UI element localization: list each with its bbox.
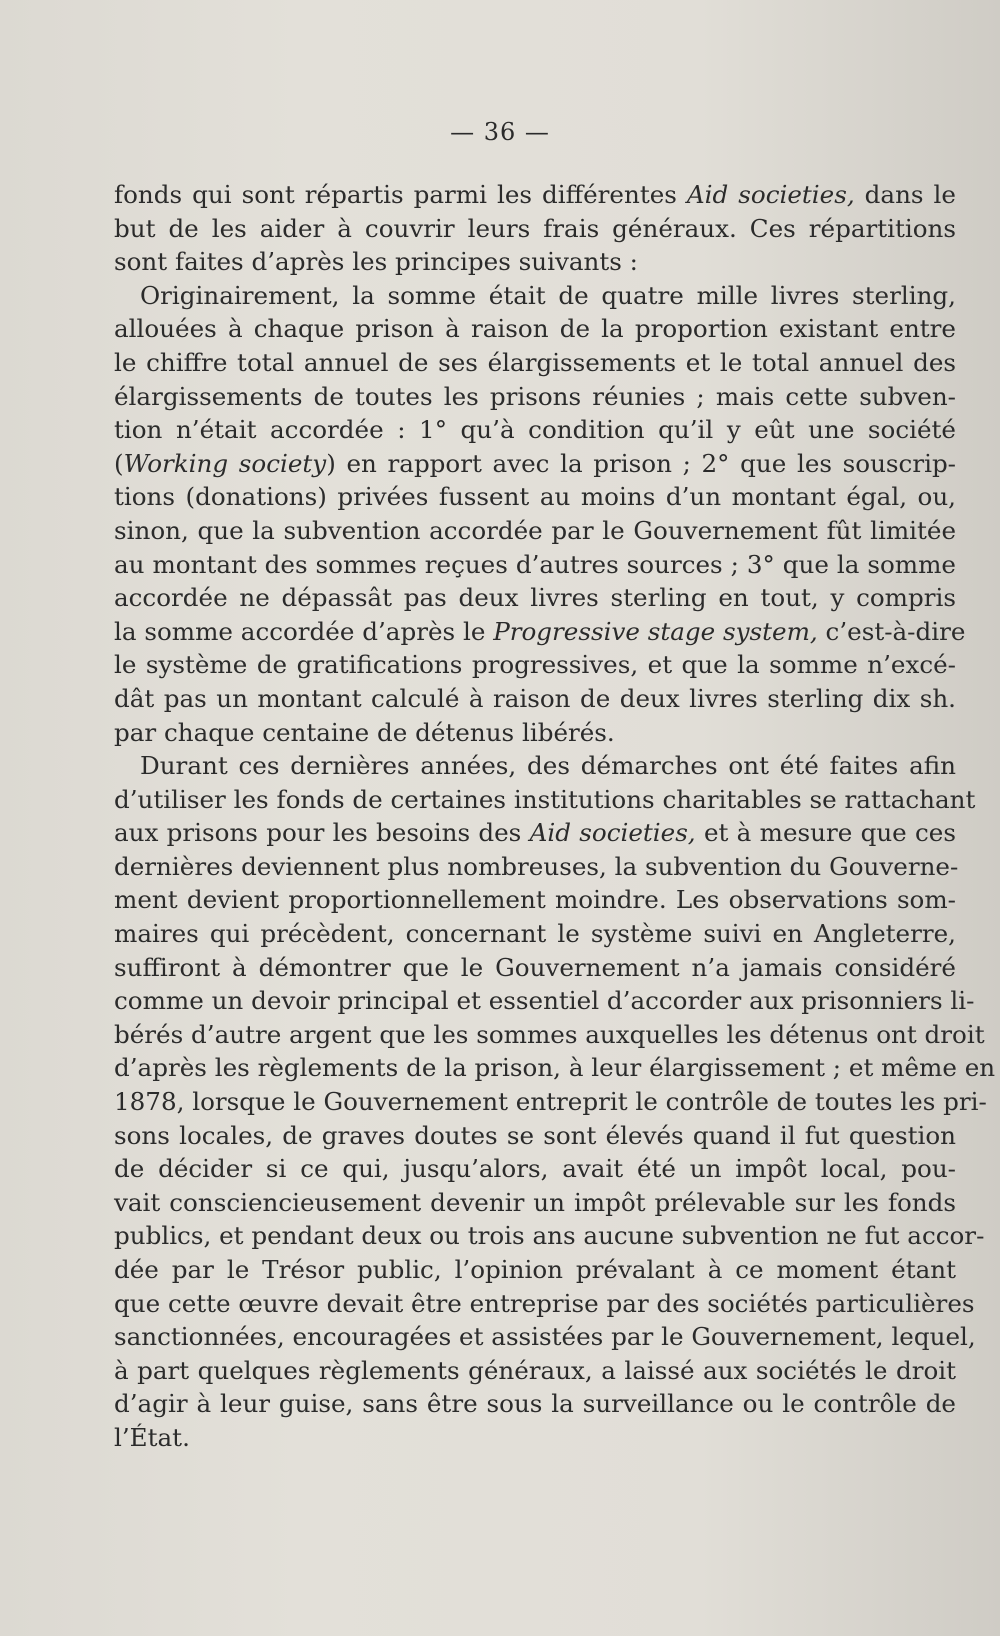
text-line: [114, 783, 976, 817]
italic-term: Progressive stage system,: [493, 616, 818, 646]
text-line: [114, 850, 959, 884]
text-line: [114, 178, 956, 212]
text-line: [114, 1186, 956, 1220]
text-segment: le système de gratifications progressives, et que la somme n’excé-: [114, 650, 956, 680]
body-text: [114, 178, 996, 1455]
text-segment: tion n’était accordée : 1° qu’à condition qu’il y eût une société: [114, 415, 956, 445]
text-segment: ) en rapport avec la prison ; 2° que les souscrip-: [326, 448, 956, 478]
text-segment: Originairement, la somme était de quatre mille livres sterling,: [140, 280, 956, 310]
paragraph: [114, 749, 996, 1454]
text-line: [114, 1085, 987, 1119]
italic-term: Working society: [123, 448, 327, 478]
text-line: [114, 1320, 976, 1354]
text-segment: la somme accordée d’après le: [114, 616, 494, 646]
text-segment: au montant des sommes reçues d’autres sources ; 3° que la somme: [114, 549, 956, 579]
text-line: [114, 1253, 956, 1287]
text-line: [114, 312, 956, 346]
text-line: [114, 380, 956, 414]
text-line: [114, 984, 975, 1018]
text-line: [114, 1354, 956, 1388]
text-line: [114, 716, 956, 750]
text-segment: sanctionnées, encouragées et assistées par le Gouvernement, lequel,: [114, 1322, 976, 1352]
text-segment: fonds qui sont répartis parmi les différentes: [114, 180, 687, 209]
text-line: [114, 447, 956, 481]
text-segment: Durant ces dernières années, des démarches ont été faites afin: [140, 751, 956, 781]
text-line: [114, 816, 956, 850]
text-line: [114, 615, 966, 649]
text-segment: sinon, que la subvention accordée par le Gouvernement fût limitée: [114, 515, 956, 545]
text-line: [114, 346, 956, 380]
text-segment: dernières deviennent plus nombreuses, la subvention du Gouverne-: [114, 851, 959, 881]
text-segment: publics, et pendant deux ou trois ans aucune subvention ne fut accor-: [114, 1221, 985, 1251]
text-segment: tions (donations) privées fussent au moins d’un montant égal, ou,: [114, 482, 956, 512]
text-segment: et à mesure que ces: [695, 818, 956, 848]
text-segment: d’utiliser les fonds de certaines institutions charitables se rattachant: [114, 784, 976, 814]
text-segment: dans le: [854, 180, 956, 209]
text-segment: dée par le Trésor public, l’opinion prévalant à ce moment étant: [114, 1255, 956, 1284]
text-segment: aux prisons pour les besoins des: [114, 818, 530, 848]
text-line: [114, 1219, 985, 1253]
text-line: [114, 1018, 985, 1052]
text-segment: bérés d’autre argent que les sommes auxquelles les détenus ont droit: [114, 1019, 985, 1049]
text-line: [114, 1152, 956, 1186]
text-segment: d’agir à leur guise, sans être sous la surveillance ou le contrôle de: [114, 1389, 956, 1419]
text-line: [114, 1387, 956, 1421]
text-segment: à part quelques règlements généraux, a laissé aux sociétés le droit: [114, 1355, 956, 1385]
text-line: [114, 1287, 975, 1321]
text-segment: c’est-à-dire: [817, 616, 966, 646]
text-segment: sont faites d’après les principes suivants :: [114, 247, 638, 277]
text-segment: suffiront à démontrer que le Gouvernement n’a jamais considéré: [114, 952, 956, 982]
text-segment: maires qui précèdent, concernant le système suivi en Angleterre,: [114, 919, 956, 949]
text-line: [114, 279, 956, 313]
text-line: [114, 648, 956, 682]
text-segment: que cette œuvre devait être entreprise par des sociétés particulières: [114, 1288, 975, 1318]
text-line: [114, 682, 956, 716]
text-segment: 1878, lorsque le Gouvernement entreprit le contrôle de toutes les pri-: [114, 1087, 987, 1117]
text-line: [114, 480, 956, 514]
text-segment: allouées à chaque prison à raison de la proportion existant entre: [114, 314, 956, 344]
text-line: [114, 951, 956, 985]
text-line: [114, 548, 956, 582]
text-line: [114, 413, 956, 447]
text-segment: par chaque centaine de détenus libérés.: [114, 717, 615, 747]
text-segment: d’après les règlements de la prison, à leur élargissement ; et même en: [114, 1053, 996, 1083]
text-line: [114, 1421, 956, 1455]
text-segment: comme un devoir principal et essentiel d’accorder aux prisonniers li-: [114, 986, 975, 1016]
text-line: [114, 212, 956, 246]
text-line: [114, 245, 956, 279]
text-segment: sons locales, de graves doutes se sont élevés quand il fut question: [114, 1120, 956, 1150]
text-segment: but de les aider à couvrir leurs frais généraux. Ces répartitions: [114, 213, 956, 243]
text-segment: de décider si ce qui, jusqu’alors, avait été un impôt local, pou-: [114, 1154, 956, 1184]
text-line: [114, 581, 956, 615]
text-segment: le chiffre total annuel de ses élargissements et le total annuel des: [114, 347, 956, 377]
text-segment: accordée ne dépassât pas deux livres sterling en tout, y compris: [114, 583, 956, 613]
paragraph: [114, 178, 956, 279]
paragraph: [114, 279, 966, 749]
text-segment: l’État.: [114, 1422, 190, 1452]
text-line: [114, 749, 956, 783]
text-segment: (: [114, 448, 124, 478]
text-segment: dât pas un montant calculé à raison de deux livres sterling dix sh.: [114, 683, 956, 713]
text-segment: ment devient proportionnellement moindre. Les observations som-: [114, 885, 956, 915]
text-line: [114, 1119, 956, 1153]
italic-term: Aid societies,: [529, 818, 696, 848]
italic-term: Aid societies,: [686, 180, 855, 209]
text-segment: vait consciencieusement devenir un impôt prélevable sur les fonds: [114, 1187, 956, 1217]
text-line: [114, 514, 956, 548]
page-number: — 36 —: [450, 118, 550, 146]
text-line: [114, 917, 956, 951]
text-line: [114, 1051, 996, 1085]
text-line: [114, 883, 956, 917]
text-segment: élargissements de toutes les prisons réunies ; mais cette subven-: [114, 381, 956, 411]
